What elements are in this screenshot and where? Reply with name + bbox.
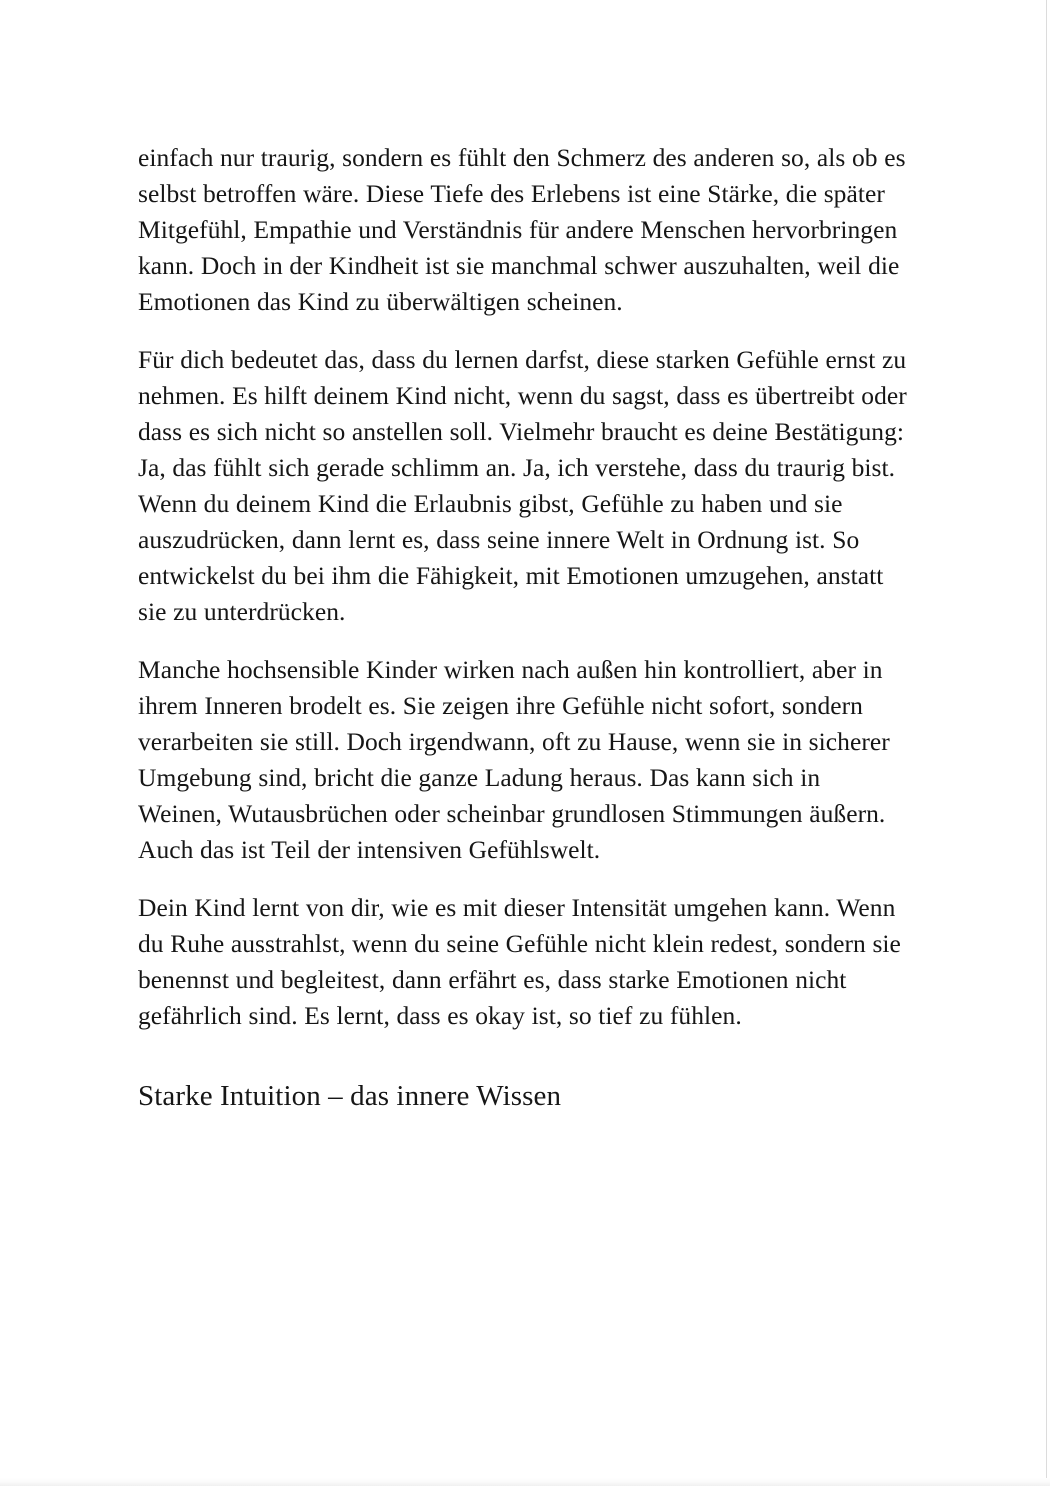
body-paragraph: Für dich bedeutet das, dass du lernen darfst, diese starken Gefühle ernst zu nehmen. Es hilft deinem Kind nicht, wenn du sagst, dass es übertreibt oder dass es sich nicht so anstellen soll. Vielmehr braucht es deine Bestätigung: Ja, das fühlt sich gerade schlimm an. Ja, ich verstehe, dass du traurig bist. Wenn du deinem Kind die Erlaubnis gibst, Gefühle zu haben und sie auszudrücken, dann lernt es, dass seine innere Welt in Ordnung ist. So entwickelst du bei ihm die Fähigkeit, mit Emotionen umzugehen, anstatt sie zu unterdrücken. (138, 345, 907, 626)
section-heading: Starke Intuition – das innere Wissen (138, 1080, 562, 1112)
page-bottom-edge (0, 1478, 1050, 1486)
body-paragraph: einfach nur traurig, sondern es fühlt den Schmerz des anderen so, als ob es selbst betroffen wäre. Diese Tiefe des Erlebens ist eine Stärke, die später Mitgefühl, Empathie und Verständnis für andere Menschen hervorbringen kann. Doch in der Kindheit ist sie manchmal schwer auszuhalten, weil die Emotionen das Kind zu überwältigen scheinen. (138, 143, 906, 316)
body-paragraph: Manche hochsensible Kinder wirken nach außen hin kontrolliert, aber in ihrem Inneren brodelt es. Sie zeigen ihre Gefühle nicht sofort, sondern verarbeiten sie still. Doch irgendwann, oft zu Hause, wenn sie in sicherer Umgebung sind, bricht die ganze Ladung heraus. Das kann sich in Weinen, Wutausbrüchen oder scheinbar grundlosen Stimmungen äußern. Auch das ist Teil der intensiven Gefühlswelt. (138, 655, 890, 864)
body-paragraph: Dein Kind lernt von dir, wie es mit dieser Intensität umgehen kann. Wenn du Ruhe ausstrahlst, wenn du seine Gefühle nicht klein redest, sondern sie benennst und begleitest, dann erfährt es, dass starke Emotionen nicht gefährlich sind. Es lernt, dass es okay ist, so tief zu fühlen. (138, 893, 901, 1030)
text-column (138, 140, 908, 1116)
